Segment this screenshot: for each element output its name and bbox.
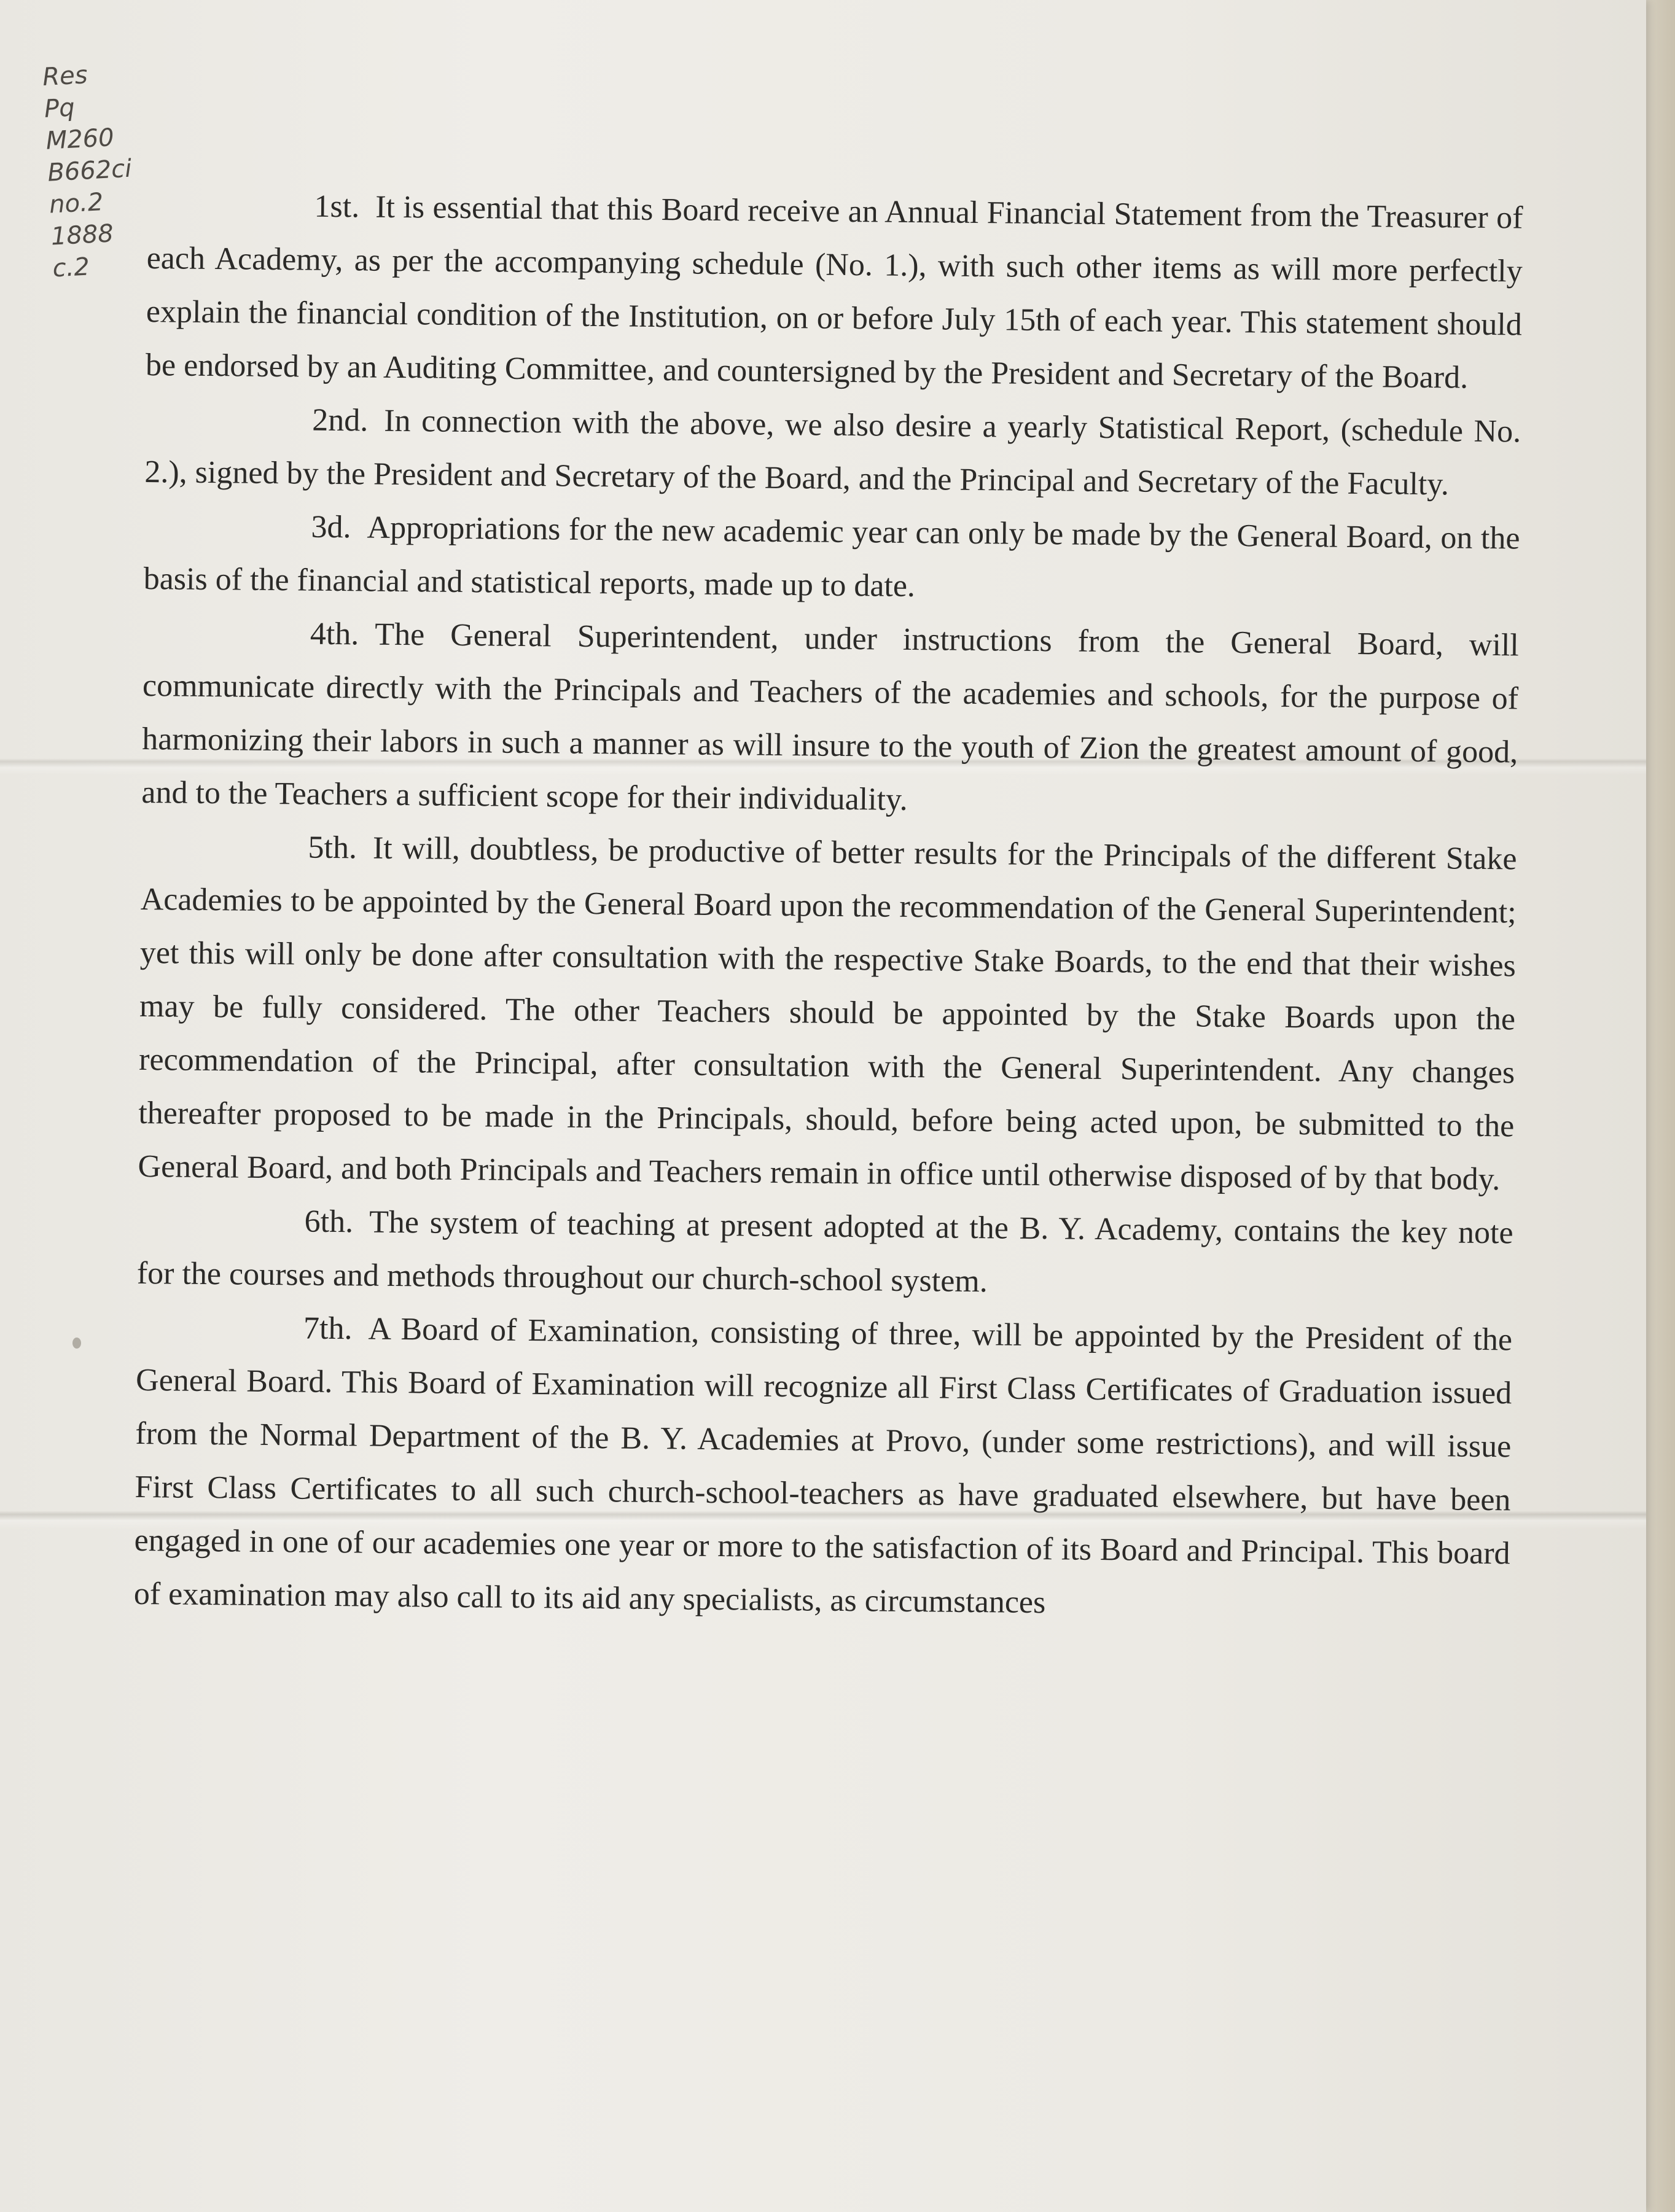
- paragraph-5: [138, 819, 1517, 1206]
- call-number-line: 1888: [50, 219, 114, 251]
- paragraph-number: 5th.: [308, 830, 357, 866]
- paragraph-2: [144, 392, 1521, 512]
- call-number-line: no.2: [49, 188, 104, 219]
- paragraph-number: 2nd.: [311, 402, 369, 438]
- paragraph-number: 3d.: [311, 509, 351, 545]
- call-number-line: B662ci: [47, 154, 133, 187]
- paragraph-3: [143, 499, 1520, 618]
- paragraph-4: [141, 606, 1519, 832]
- call-number-line: Pq: [43, 93, 76, 123]
- document-body: [133, 178, 1523, 1634]
- paragraph-text: The General Superintendent, under instructions from the General Board, will communicate directly with the Principals and Teachers of the academies and schools, for the purpose of harmonizing their labors in such a manner as will insure to the youth of Zion the greatest amount of good, and to the Teachers a sufficient scope for their individuality.: [141, 617, 1520, 817]
- paragraph-text: In connection with the above, we also desire a yearly Statistical Report, (schedule No. 2.), signed by the President and Secretary of the Board, and the Principal and Secretary of the Faculty.: [144, 403, 1521, 502]
- call-number-line: Res: [42, 61, 88, 92]
- paragraph-number: 4th.: [310, 616, 359, 652]
- call-number-line: M260: [45, 123, 115, 155]
- paragraph-text: A Board of Examination, consisting of three, will be appointed by the President of the General Board. This Board of Examination will recognize all First Class Certificates of Graduation issued from the Normal Department of the B. Y. Academies at Provo, (under some restrictions), and will issue First Class Certificates to all such church-school-teachers as have graduated elsewhere, but have been engaged in one of our academies one year or more to the satisfaction of its Board and Principal. This board of examination may also call to its aid any specialists, as circumstances: [133, 1311, 1513, 1621]
- paragraph-6: [136, 1193, 1513, 1313]
- handwritten-call-number: [42, 57, 138, 285]
- paragraph-7: [133, 1300, 1512, 1634]
- paragraph-text: It is essential that this Board receive an Annual Financial Statement from the Treasurer of each Academy, as per the accompanying schedule (No. 1.), with such other items as will more perfectly explain the financial condition of the Institution, on or before July 15th of each year. This statement should be endorsed by an Auditing Committee, and countersigned by the President and Secretary of the Board.: [145, 189, 1523, 395]
- paragraph-number: 7th.: [303, 1310, 353, 1347]
- ink-spot: [72, 1338, 81, 1349]
- paragraph-1: [146, 178, 1523, 405]
- paragraph-text: It will, doubtless, be productive of better results for the Principals of the different Stake Academies to be appointed by the General Board upon the recommendation of the General Superintendent; yet this will only be done after consultation with the respective Stake Boards, to the end that their wishes may be fully considered. The other Teachers should be appointed by the Stake Boards upon the recommendation of the Principal, after consultation with the General Superintendent. Any changes thereafter proposed to be made in the Principals, should, before being acted upon, be submitted to the General Board, and both Principals and Teachers remain in office until otherwise disposed of by that body.: [138, 830, 1517, 1198]
- paragraph-number: 6th.: [304, 1204, 354, 1240]
- paragraph-text: Appropriations for the new academic year can only be made by the General Board, on the basis of the financial and statistical reports, made up to date.: [143, 510, 1520, 604]
- call-number-line: c.2: [52, 252, 90, 283]
- paragraph-text: The system of teaching at present adopted at the B. Y. Academy, contains the key note for the courses and methods throughout our church-school system.: [136, 1204, 1513, 1299]
- paragraph-number: 1st.: [314, 189, 360, 225]
